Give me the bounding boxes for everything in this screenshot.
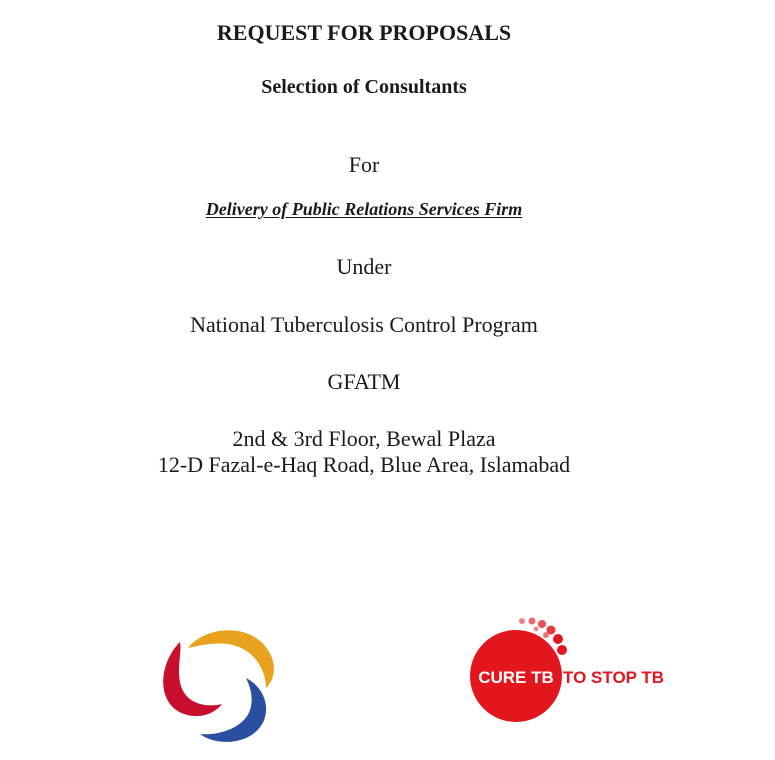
address-line-2: 12-D Fazal-e-Haq Road, Blue Area, Islamabad (157, 452, 571, 477)
swirl-logo-icon (150, 618, 290, 748)
program-name: National Tuberculosis Control Program (190, 312, 538, 337)
cure-tb-logo-icon (462, 612, 672, 724)
service-title: Delivery of Public Relations Services Firm (205, 199, 523, 219)
funder-name: GFATM (327, 369, 401, 394)
under-label: Under (336, 254, 392, 279)
for-label: For (348, 152, 380, 177)
cure-tb-circle-text: CURE TB (478, 668, 554, 687)
document-title: REQUEST FOR PROPOSALS (216, 20, 512, 45)
address-line-1: 2nd & 3rd Floor, Bewal Plaza (232, 426, 496, 451)
document-subtitle: Selection of Consultants (261, 76, 467, 98)
cure-tb-tagline: TO STOP TB (563, 668, 665, 687)
